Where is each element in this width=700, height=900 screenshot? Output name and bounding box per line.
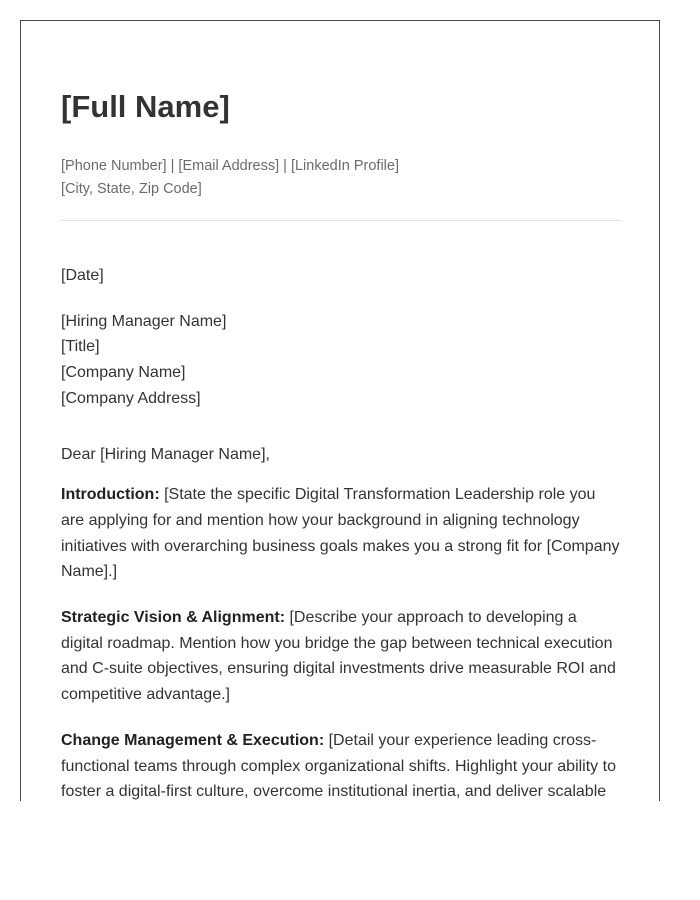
applicant-name: [Full Name] — [61, 89, 230, 124]
letter-date: [Date] — [61, 267, 104, 284]
paragraph-heading: Introduction: — [61, 486, 160, 504]
letter-body — [61, 263, 621, 801]
recipient-company: [Company Name] — [61, 364, 186, 382]
paragraph-strategic-vision — [61, 605, 621, 708]
paragraph-heading: Change Management & Execution: — [61, 731, 325, 749]
paragraph-text: [Detail your experience leading cross-functional teams through complex organizational shifts. Highlight your ability to foster a digital-first culture, overcome institutional inertia, and deliver scalable — [61, 731, 616, 801]
letter-page — [20, 20, 660, 801]
contact-info — [61, 155, 399, 201]
recipient-title: [Title] — [61, 338, 100, 356]
recipient-block — [61, 309, 621, 412]
paragraph-text: [State the specific Digital Transformation Leadership role you are applying for and mention how your background in aligning technology initiatives with overarching business goals makes you a strong fit for [Company Name].] — [61, 486, 620, 581]
salutation: Dear [Hiring Manager Name], — [61, 445, 270, 463]
recipient-address: [Company Address] — [61, 389, 201, 407]
recipient-manager: [Hiring Manager Name] — [61, 312, 227, 330]
location-line: [City, State, Zip Code] — [61, 181, 202, 197]
header-divider — [61, 220, 621, 221]
paragraph-heading: Strategic Vision & Alignment: — [61, 609, 286, 627]
paragraph-text: [Describe your approach to developing a digital roadmap. Mention how you bridge the gap between technical execution and C-suite objectives, ensuring digital investments drive measurable ROI and competitive advantage.] — [61, 609, 616, 704]
paragraph-change-management — [61, 728, 621, 801]
contact-line: [Phone Number] | [Email Address] | [LinkedIn Profile] — [61, 158, 399, 174]
paragraph-introduction — [61, 482, 621, 585]
